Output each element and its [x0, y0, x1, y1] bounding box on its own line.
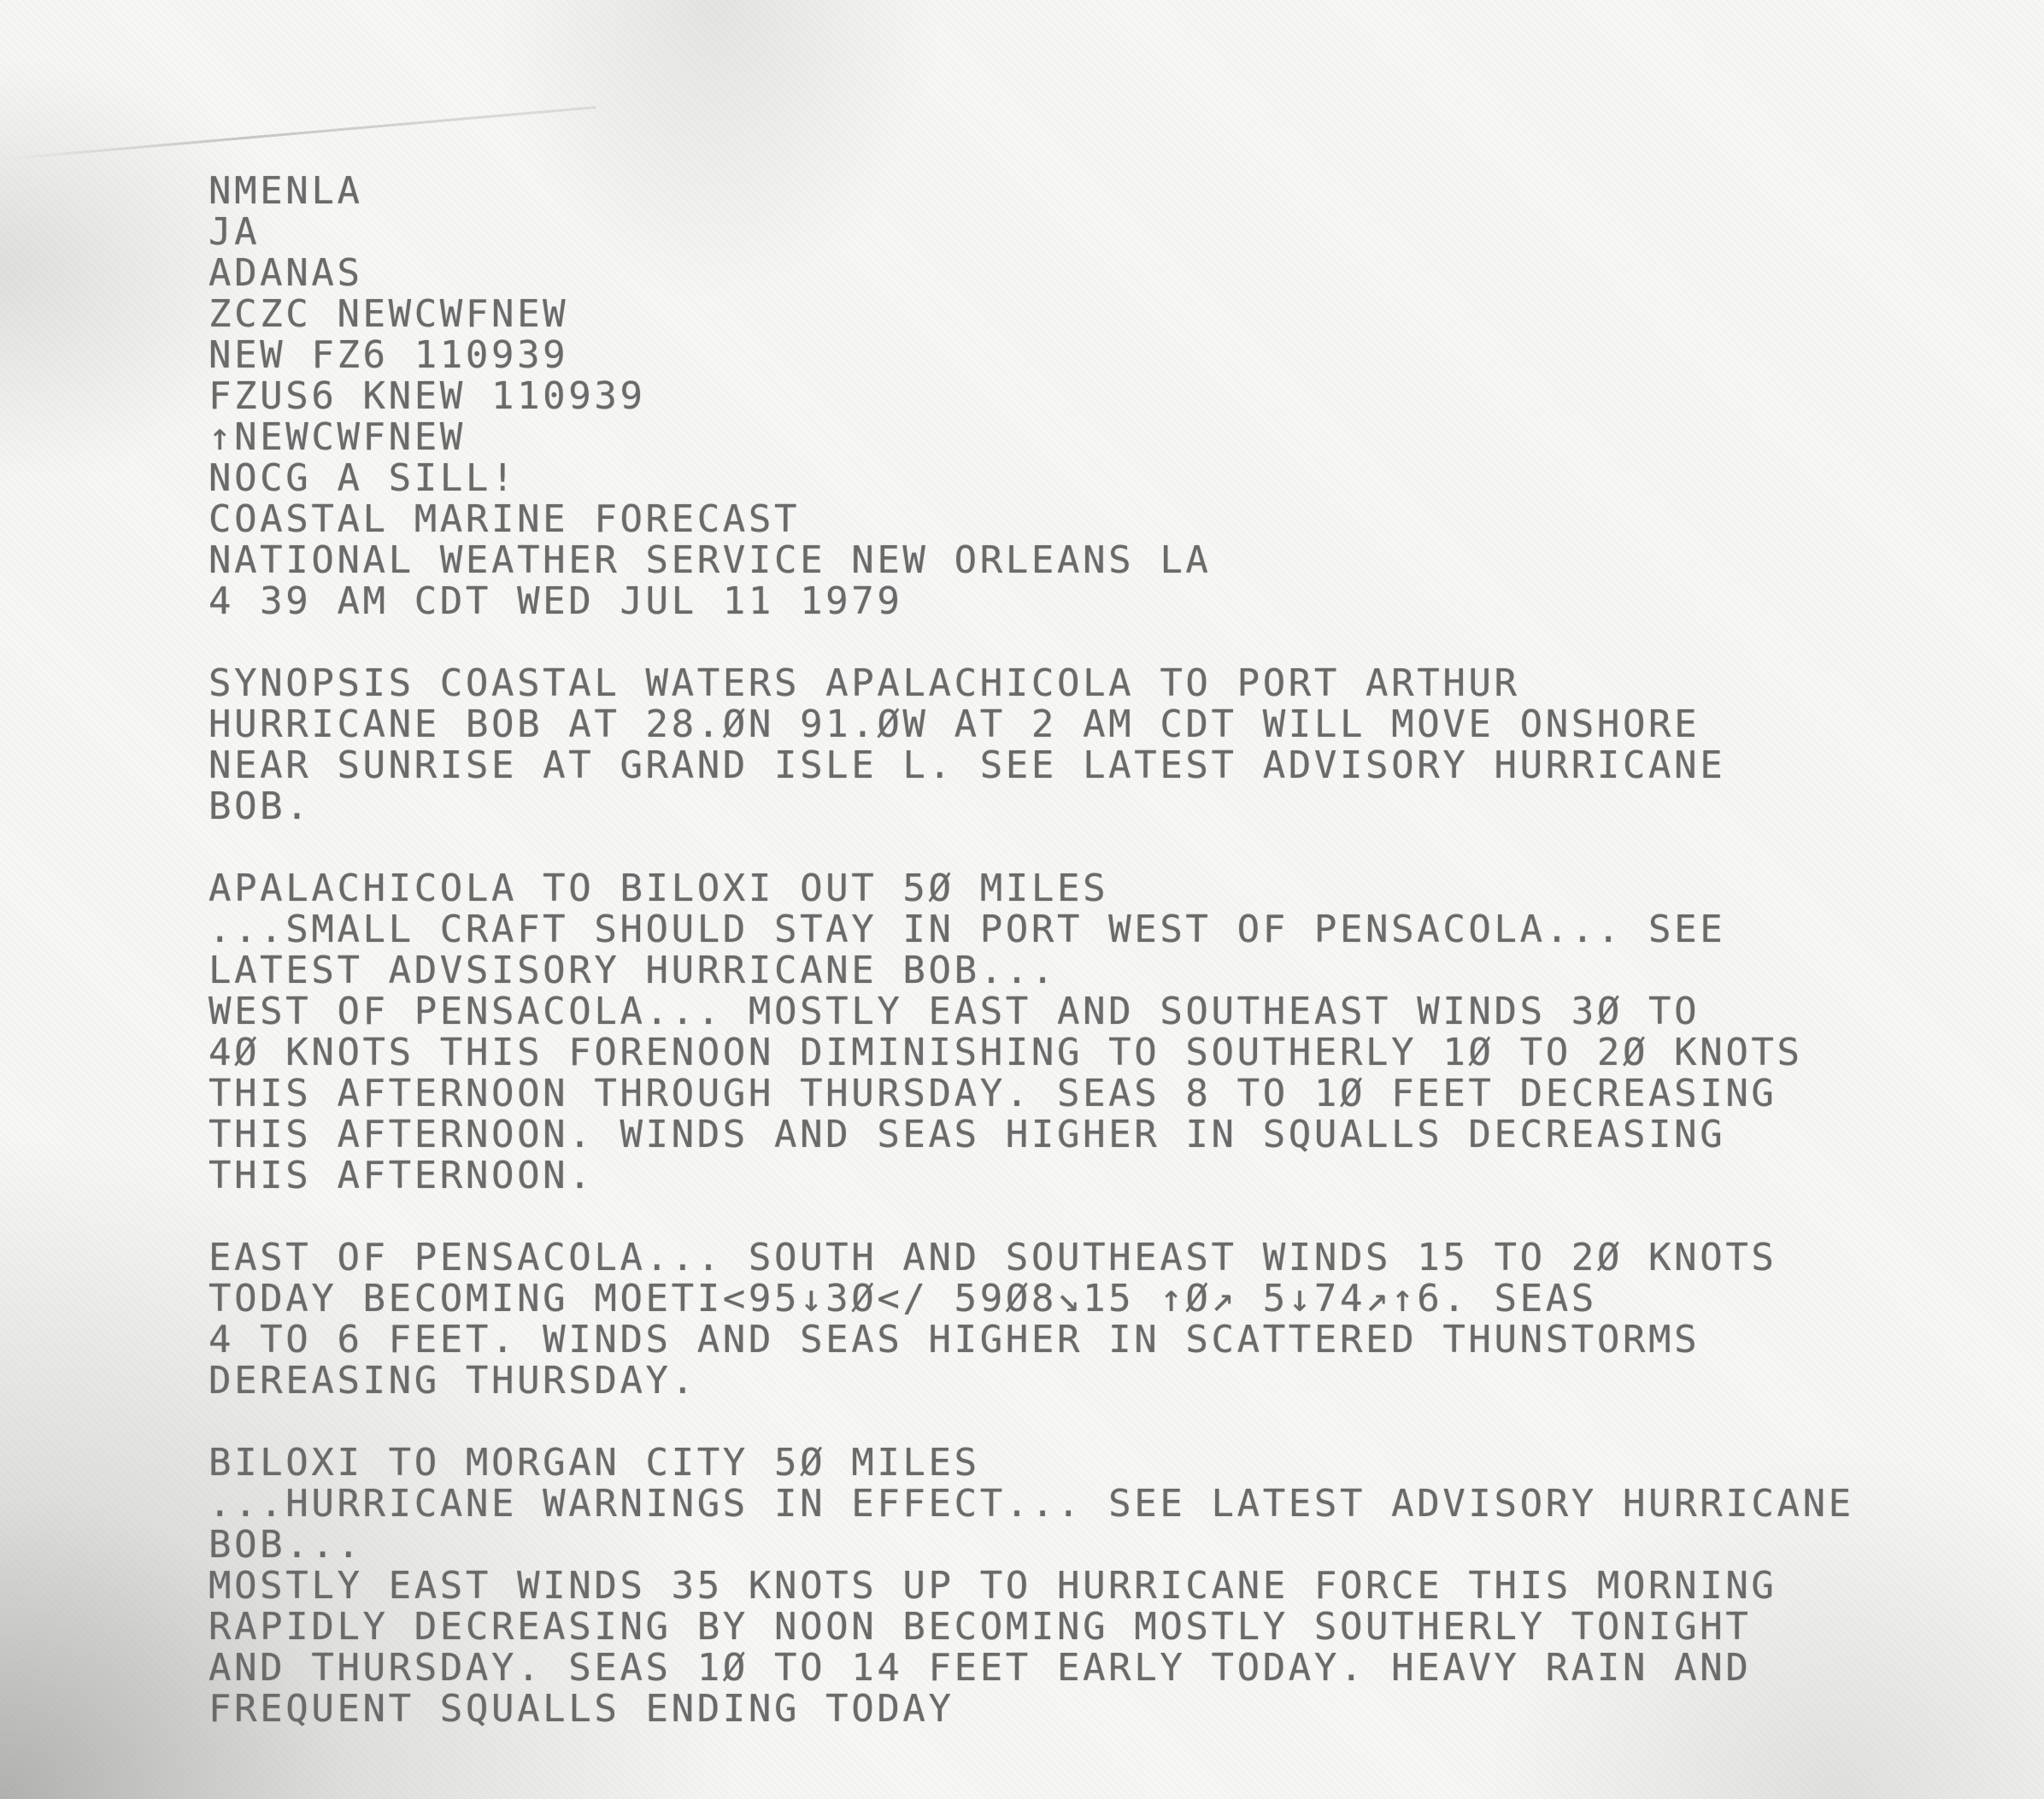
- synopsis-line: BOB.: [209, 785, 312, 828]
- zone-line: 4 TO 6 FEET. WINDS AND SEAS HIGHER IN SCATTERED THUNSTORMS: [209, 1318, 1700, 1361]
- header-line: NOCG A SILL!: [209, 456, 518, 500]
- zone-line: FREQUENT SQUALLS ENDING TODAY: [209, 1687, 954, 1731]
- zone-line: ...HURRICANE WARNINGS IN EFFECT... SEE LATEST ADVISORY HURRICANE: [209, 1482, 1854, 1526]
- biloxi-morgan-city-section: [209, 1443, 1918, 1730]
- zone-line: MOSTLY EAST WINDS 35 KNOTS UP TO HURRICANE FORCE THIS MORNING: [209, 1564, 1777, 1608]
- zone-heading: APALACHICOLA TO BILOXI OUT 5Ø MILES: [209, 867, 1109, 910]
- zone-line: THIS AFTERNOON.: [209, 1154, 595, 1197]
- blank-line: [209, 622, 1918, 663]
- synopsis-section: [209, 663, 1918, 827]
- zone-line: RAPIDLY DECREASING BY NOON BECOMING MOSTLY SOUTHERLY TONIGHT: [209, 1605, 1752, 1649]
- synopsis-line: SYNOPSIS COASTAL WATERS APALACHICOLA TO PORT ARTHUR: [209, 661, 1520, 705]
- header-line: JA: [209, 210, 261, 254]
- zone-line: AND THURSDAY. SEAS 1Ø TO 14 FEET EARLY TODAY. HEAVY RAIN AND: [209, 1646, 1752, 1690]
- zone-line: WEST OF PENSACOLA... MOSTLY EAST AND SOUTHEAST WINDS 3Ø TO: [209, 990, 1700, 1033]
- zone-line: ...SMALL CRAFT SHOULD STAY IN PORT WEST OF PENSACOLA... SEE: [209, 908, 1726, 951]
- blank-line: [209, 1402, 1918, 1443]
- zone-line: LATEST ADVSISORY HURRICANE BOB...: [209, 949, 1057, 992]
- zone-line: THIS AFTERNOON. WINDS AND SEAS HIGHER IN SQUALLS DECREASING: [209, 1113, 1726, 1156]
- header-line: ZCZC NEWCWFNEW: [209, 292, 569, 336]
- issue-time: 4 39 AM CDT WED JUL 11 1979: [209, 579, 903, 623]
- zone-line: THIS AFTERNOON THROUGH THURSDAY. SEAS 8 TO 1Ø FEET DECREASING: [209, 1072, 1777, 1115]
- blank-line: [209, 827, 1918, 868]
- zone-line: EAST OF PENSACOLA... SOUTH AND SOUTHEAST WINDS 15 TO 2Ø KNOTS: [209, 1236, 1777, 1279]
- teletype-printout: [209, 171, 1918, 1730]
- zone-line: BOB...: [209, 1523, 363, 1567]
- zone-line: TODAY BECOMING MOETI<95↓3Ø</ 59Ø8↘15 ↑Ø↗ 5↓74↗↑6. SEAS: [209, 1277, 1597, 1320]
- header-line: NEW FZ6 110939: [209, 333, 569, 377]
- header-line: ADANAS: [209, 251, 363, 295]
- header-line: ↑NEWCWFNEW: [209, 415, 466, 459]
- synopsis-line: HURRICANE BOB AT 28.ØN 91.ØW AT 2 AM CDT WILL MOVE ONSHORE: [209, 703, 1700, 746]
- header-line: FZUS6 KNEW 110939: [209, 374, 646, 418]
- blank-line: [209, 1196, 1918, 1238]
- zone-heading: BILOXI TO MORGAN CITY 5Ø MILES: [209, 1441, 980, 1484]
- zone-line: 4Ø KNOTS THIS FORENOON DIMINISHING TO SOUTHERLY 1Ø TO 2Ø KNOTS: [209, 1031, 1803, 1074]
- forecast-title: COASTAL MARINE FORECAST: [209, 497, 801, 541]
- message-header: [209, 171, 1918, 622]
- zone-line: DEREASING THURSDAY.: [209, 1359, 697, 1402]
- apalachicola-biloxi-section: [209, 868, 1918, 1196]
- east-of-pensacola-section: [209, 1238, 1918, 1402]
- header-line: NMENLA: [209, 169, 363, 213]
- synopsis-line: NEAR SUNRISE AT GRAND ISLE L. SEE LATEST ADVISORY HURRICANE: [209, 744, 1726, 787]
- issuing-office: NATIONAL WEATHER SERVICE NEW ORLEANS LA: [209, 538, 1212, 582]
